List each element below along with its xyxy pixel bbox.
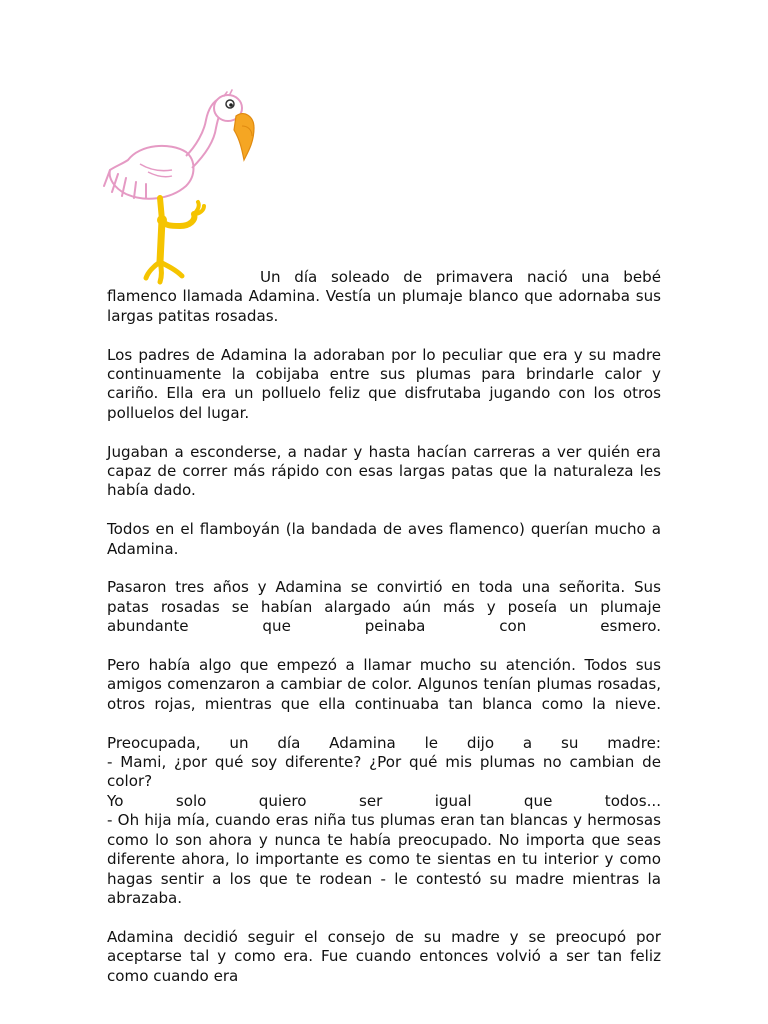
paragraph-2: Los padres de Adamina la adoraban por lo peculiar que era y su madre continuamente la cobijaba entre sus plumas para brindarle calor y cariño. Ella era un polluelo feliz que disfrutaba jugando con los otros polluelos del lugar. xyxy=(107,345,661,422)
paragraph-7-line-4: - Oh hija mía, cuando eras niña tus plumas eran tan blancas y hermosas como lo son ahora y nunca te había preocupado. No importa que seas diferente ahora, lo importante es como te sientas en tu interior y como hagas sentir a los que te rodean - le contestó su madre mientras la abrazaba. xyxy=(107,811,661,907)
paragraph-7-line-3: Yo solo quiero ser igual que todos... xyxy=(107,791,661,810)
paragraph-4: Todos en el flamboyán (la bandada de aves flamenco) querían mucho a Adamina. xyxy=(107,520,661,558)
flamingo-icon xyxy=(100,86,260,292)
story-text xyxy=(107,268,661,1005)
paragraph-7-line-1: Preocupada, un día Adamina le dijo a su madre: xyxy=(107,733,661,752)
paragraph-7-line-2: - Mami, ¿por qué soy diferente? ¿Por qué mis plumas no cambian de color? xyxy=(107,753,661,791)
paragraph-1: Un día soleado de primavera nació una bebé flamenco llamada Adamina. Vestía un plumaje blanco que adornaba sus largas patitas rosadas. xyxy=(107,268,661,325)
paragraph-7 xyxy=(107,734,661,909)
paragraph-3: Jugaban a esconderse, a nadar y hasta hacían carreras a ver quién era capaz de correr más rápido con esas largas patas que la naturaleza les había dado. xyxy=(107,442,661,500)
paragraph-6: Pero había algo que empezó a llamar mucho su atención. Todos sus amigos comenzaron a cambiar de color. Algunos tenían plumas rosadas, otros rojas, mientras que ella continuaba tan blanca como la nieve. xyxy=(107,656,661,713)
paragraph-5: Pasaron tres años y Adamina se convirtió en toda una señorita. Sus patas rosadas se habían alargado aún más y poseía un plumaje abundante que peinaba con esmero. xyxy=(107,578,661,636)
paragraph-8: Adamina decidió seguir el consejo de su madre y se preocupó por aceptarse tal y como era. Fue cuando entonces volvió a ser tan feliz como cuando era xyxy=(107,927,661,985)
